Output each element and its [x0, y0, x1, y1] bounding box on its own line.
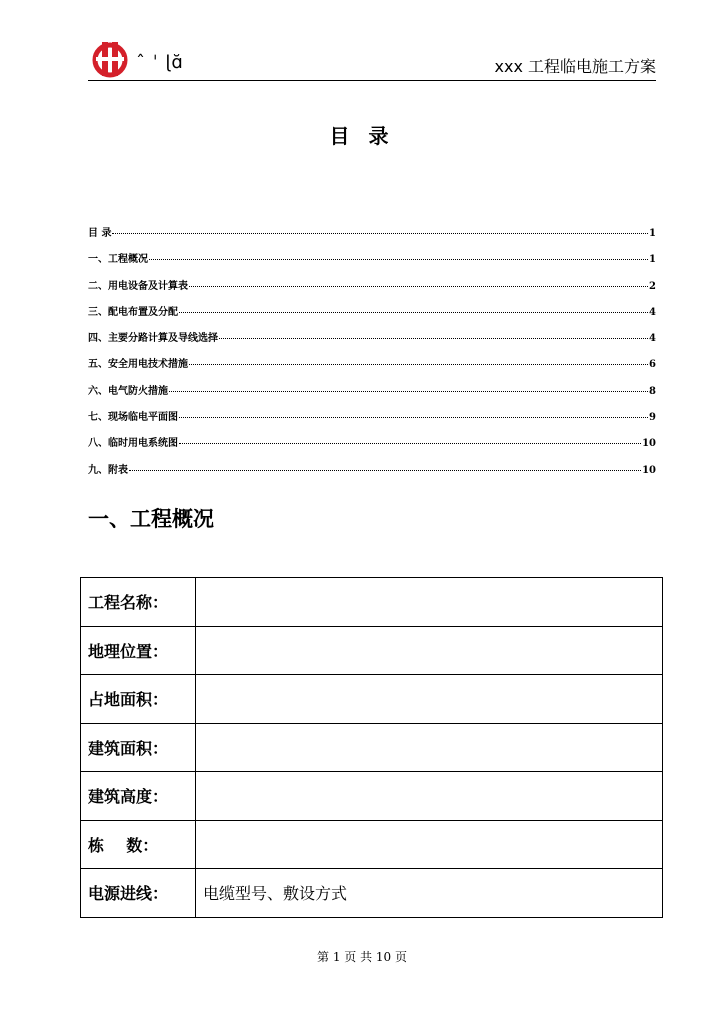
row-label: 工程名称：	[81, 578, 196, 627]
toc-item-label: 目 录	[88, 228, 112, 239]
toc-item[interactable]	[88, 224, 656, 250]
toc-item[interactable]	[88, 408, 656, 434]
toc-dot-leader	[189, 286, 648, 287]
toc-title: 目 录	[329, 124, 395, 148]
toc-item[interactable]	[88, 277, 656, 303]
toc-dot-leader	[179, 443, 641, 444]
toc-item-label: 五、安全用电技术措施	[88, 359, 188, 371]
toc-item-label: 七、现场临电平面图	[88, 412, 178, 424]
table-row	[81, 820, 663, 869]
toc-item-label: 一、工程概况	[88, 254, 148, 266]
row-label: 建筑面积：	[81, 723, 196, 772]
logo-text: ˆ ˈ ɭɑ̆	[136, 52, 184, 73]
toc-item-page: 4	[649, 333, 656, 345]
row-label: 占地面积：	[81, 675, 196, 724]
page-header	[88, 38, 656, 81]
toc-item-page: 1	[649, 254, 656, 266]
row-label: 建筑高度：	[81, 772, 196, 821]
table-row	[81, 578, 663, 627]
row-value[interactable]	[196, 626, 663, 675]
toc-item-page: 6	[649, 359, 656, 371]
toc-item-page: 10	[642, 464, 656, 476]
toc-item-label: 六、电气防火措施	[88, 385, 168, 397]
toc-dot-leader	[219, 338, 648, 339]
row-value[interactable]	[196, 578, 663, 627]
document-title: xxx 工程临电施工方案	[494, 57, 656, 76]
toc-item-page: 9	[649, 412, 656, 424]
row-value[interactable]	[196, 675, 663, 724]
toc-item[interactable]	[88, 329, 656, 355]
toc-dot-leader	[189, 364, 648, 365]
company-logo-icon	[92, 40, 128, 78]
toc-dot-leader	[129, 470, 641, 471]
toc-item-label: 三、配电布置及分配	[88, 306, 178, 318]
table-row	[81, 772, 663, 821]
section-heading: 一、工程概况	[88, 507, 214, 531]
row-label: 栋 数：	[81, 820, 196, 869]
toc-item[interactable]	[88, 250, 656, 276]
toc-dot-leader	[179, 417, 648, 418]
row-value[interactable]	[196, 820, 663, 869]
toc-dot-leader	[179, 312, 648, 313]
toc-item[interactable]	[88, 355, 656, 381]
row-value[interactable]	[196, 723, 663, 772]
toc-item[interactable]	[88, 382, 656, 408]
toc-item[interactable]	[88, 461, 656, 487]
toc-dot-leader	[149, 259, 648, 260]
toc-item-page: 4	[649, 306, 656, 318]
toc-item-page: 2	[649, 280, 656, 292]
toc-item-page: 1	[649, 228, 656, 239]
toc-item-page: 8	[649, 385, 656, 397]
toc-dot-leader	[112, 233, 648, 234]
toc-item-label: 八、临时用电系统图	[88, 438, 178, 450]
table-row	[81, 675, 663, 724]
table-row	[81, 869, 663, 918]
toc-item[interactable]	[88, 434, 656, 460]
toc-item-page: 10	[642, 438, 656, 450]
project-info-table	[80, 577, 663, 918]
toc-dot-leader	[169, 391, 648, 392]
toc-item-label: 二、用电设备及计算表	[88, 280, 188, 292]
row-value[interactable]: 电缆型号、敷设方式	[196, 869, 663, 918]
table-row	[81, 626, 663, 675]
table-row	[81, 723, 663, 772]
toc-item-label: 九、附表	[88, 464, 128, 476]
row-label: 电源进线：	[81, 869, 196, 918]
page-footer: 第 1 页 共 10 页	[317, 950, 407, 964]
row-label: 地理位置：	[81, 626, 196, 675]
toc-item[interactable]	[88, 303, 656, 329]
table-of-contents	[88, 224, 656, 487]
row-value[interactable]	[196, 772, 663, 821]
toc-item-label: 四、主要分路计算及导线选择	[88, 333, 218, 345]
